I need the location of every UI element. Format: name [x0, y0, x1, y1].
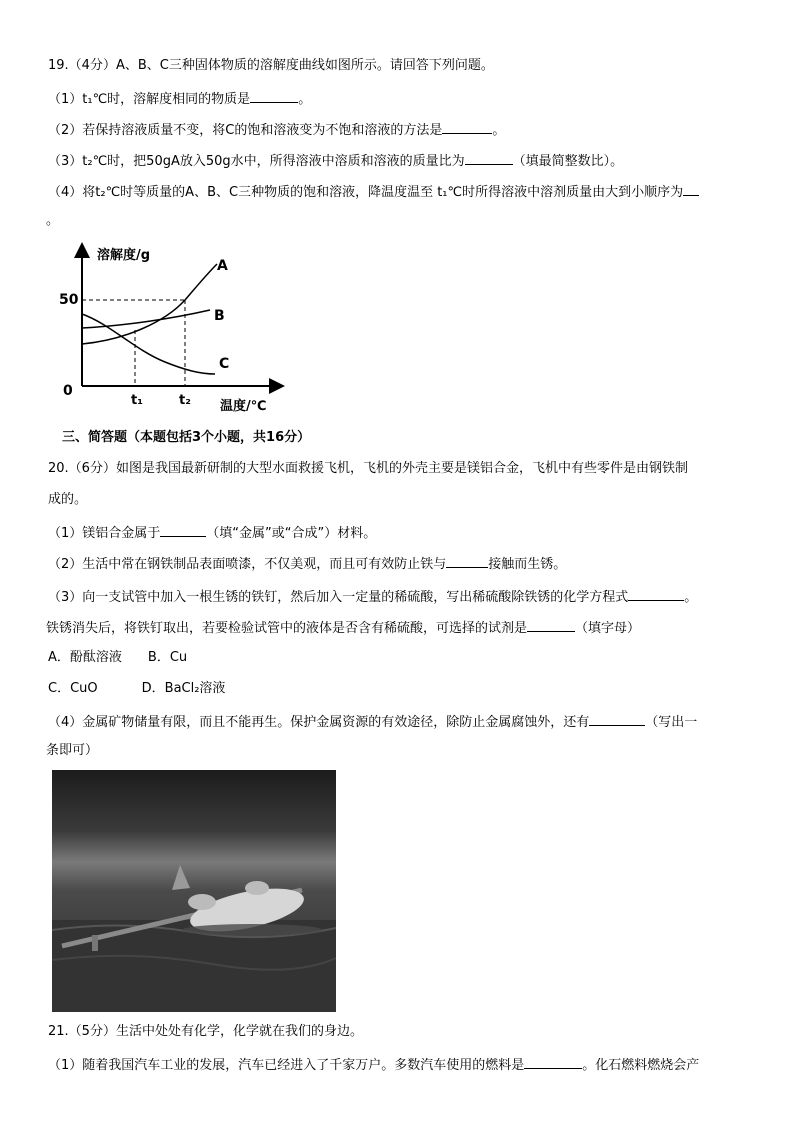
answer-blank[interactable]	[446, 553, 488, 568]
q20-options-row1	[48, 649, 187, 667]
q20-part1-end: （填“金属”或“合成”）材料。	[206, 526, 377, 541]
q20-part3-cont-text: 铁锈消失后，将铁钉取出，若要检验试管中的液体是否含有稀硫酸，可选择的试剂是	[46, 621, 528, 636]
tick-t1: t₁	[131, 393, 143, 408]
curve-b	[82, 310, 210, 328]
answer-blank[interactable]	[524, 1054, 582, 1069]
solubility-graph	[55, 240, 295, 416]
tick-50: 50	[59, 292, 79, 308]
engine	[245, 881, 269, 895]
q20-options-row2	[48, 680, 225, 698]
curve-c	[82, 314, 215, 374]
y-axis-label: 溶解度/g	[97, 248, 151, 263]
curve-b-label: B	[214, 308, 225, 324]
q20-part3-cont	[46, 617, 640, 638]
curve-a-label: A	[217, 258, 228, 274]
q21-part1-end: 。化石燃料燃烧会产	[582, 1058, 700, 1073]
q20-part2	[48, 553, 566, 574]
q20-part2-text: （2）生活中常在钢铁制品表面喷漆，不仅美观，而且可有效防止铁与	[48, 557, 447, 572]
q19-part4	[48, 181, 699, 202]
answer-blank[interactable]	[527, 617, 575, 632]
q20-stem-1: 20.（6分）如图是我国最新研制的大型水面救援飞机，飞机的外壳主要是镁铝合金，飞机中有些零件是由钢铁制	[48, 461, 688, 476]
seaplane-photo	[52, 770, 336, 1012]
q21-part1-text: （1）随着我国汽车工业的发展，汽车已经进入了千家万户。多数汽车使用的燃料是	[48, 1058, 525, 1073]
tick-t2: t₂	[179, 393, 191, 408]
q19-part2-text: （2）若保持溶液质量不变，将C的饱和溶液变为不饱和溶液的方法是	[48, 123, 443, 138]
curve-a	[82, 264, 217, 344]
q20-part4-end: （写出一	[645, 715, 698, 730]
q21-part1	[48, 1054, 699, 1075]
q20-part3-end: 。	[684, 590, 698, 605]
q21-stem: 21.（5分）生活中处处有化学，化学就在我们的身边。	[48, 1024, 363, 1039]
option-d: D．BaCl₂溶液	[141, 681, 226, 696]
q19-part1	[48, 88, 311, 109]
x-axis-label: 温度/℃	[220, 399, 267, 414]
q20-part4-cont: 条即可）	[46, 743, 99, 758]
q19-part2	[48, 119, 505, 140]
answer-blank[interactable]	[465, 150, 513, 165]
q20-part1-text: （1）镁铝合金属于	[48, 526, 161, 541]
q20-part3-text: （3）向一支试管中加入一根生锈的铁钉，然后加入一定量的稀硫酸，写出稀硫酸除铁锈的化学方程式	[48, 590, 629, 605]
option-c: C．CuO	[48, 681, 98, 696]
q20-part2-end: 接触而生锈。	[488, 557, 567, 572]
answer-blank[interactable]	[250, 88, 298, 103]
q20-stem-2: 成的。	[48, 492, 88, 507]
q19-part2-end: 。	[492, 123, 506, 138]
q20-part3-cont-end: （填字母）	[575, 621, 641, 636]
option-b: B．Cu	[147, 650, 188, 665]
q19-part3-text: （3）t₂℃时，把50gA放入50g水中，所得溶液中溶质和溶液的质量比为	[48, 154, 465, 169]
answer-blank[interactable]	[160, 522, 206, 537]
q19-part4-text: （4）将t₂℃时等质量的A、B、C三种物质的饱和溶液，降温度温至 t₁℃时所得溶液中溶剂质量由大到小顺序为	[48, 185, 684, 200]
option-a: A．酚酞溶液	[48, 650, 122, 665]
curve-c-label: C	[219, 356, 230, 372]
answer-blank[interactable]	[628, 586, 684, 601]
origin-label: 0	[63, 383, 73, 399]
q20-part4-text: （4）金属矿物储量有限，而且不能再生。保护金属资源的有效途径，除防止金属腐蚀外，还有	[48, 715, 590, 730]
section-heading: 三、简答题（本题包括3个小题，共16分）	[62, 430, 311, 445]
q19-part3-end: （填最简整数比）。	[512, 154, 624, 169]
engine	[188, 894, 216, 910]
answer-blank[interactable]	[683, 181, 699, 196]
q20-part4	[48, 711, 697, 732]
q19-part4-end: 。	[46, 213, 60, 228]
q19-part3	[48, 150, 623, 171]
q20-part1	[48, 522, 376, 543]
answer-blank[interactable]	[442, 119, 492, 134]
float	[92, 935, 98, 951]
answer-blank[interactable]	[589, 711, 645, 726]
q20-part3	[48, 586, 697, 607]
q19-stem: 19.（4分）A、B、C三种固体物质的溶解度曲线如图所示。请回答下列问题。	[48, 58, 494, 73]
q19-part1-end: 。	[298, 92, 312, 107]
q19-part1-text: （1）t₁℃时，溶解度相同的物质是	[48, 92, 251, 107]
